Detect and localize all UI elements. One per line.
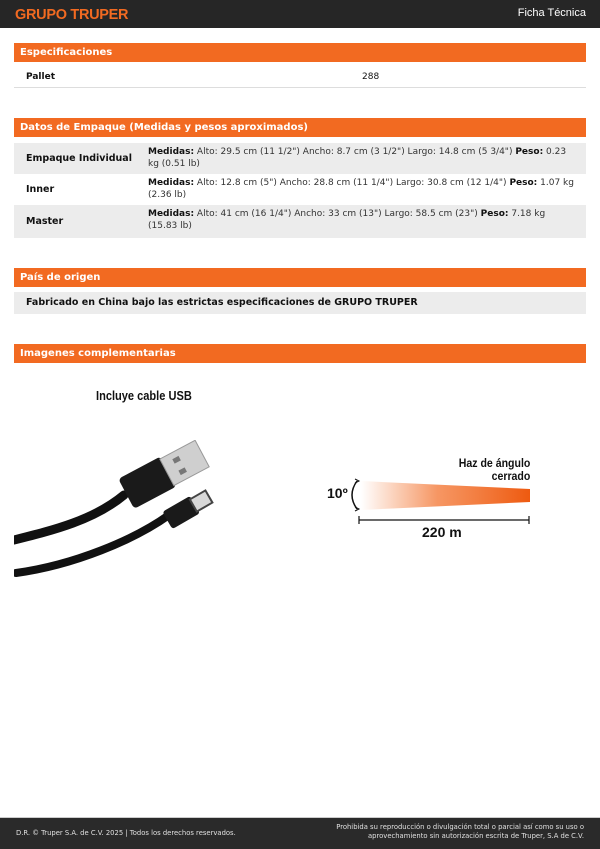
peso-label: Peso: bbox=[480, 209, 509, 219]
spec-value: 288 bbox=[362, 72, 380, 82]
document-title: Ficha Técnica bbox=[517, 7, 586, 19]
medidas-label: Medidas: bbox=[148, 178, 195, 188]
peso-label: Peso: bbox=[515, 147, 544, 157]
usb-caption: Incluye cable USB bbox=[96, 388, 192, 403]
medidas-label: Medidas: bbox=[148, 147, 195, 157]
packaging-label: Master bbox=[26, 216, 64, 227]
packaging-label: Inner bbox=[26, 184, 55, 195]
spec-row-pallet bbox=[14, 66, 586, 88]
packaging-row-inner bbox=[14, 174, 586, 205]
beam-label-line2: cerrado bbox=[491, 469, 530, 483]
medidas-value: Alto: 29.5 cm (11 1/2") Ancho: 8.7 cm (3 1/2") Largo: 14.8 cm (5 3/4") bbox=[194, 147, 516, 157]
peso-value: 0.23 kg (0.51 lb) bbox=[148, 147, 567, 169]
peso-value: 7.18 kg (15.83 lb) bbox=[148, 209, 546, 231]
top-header-bar bbox=[0, 0, 600, 28]
section-header-origen: País de origen bbox=[14, 268, 586, 287]
medidas-value: Alto: 41 cm (16 1/4") Ancho: 33 cm (13") Largo: 58.5 cm (23") bbox=[194, 209, 481, 219]
medidas-value: Alto: 12.8 cm (5") Ancho: 28.8 cm (11 1/4") Largo: 30.8 cm (12 1/4") bbox=[194, 178, 510, 188]
distance-label: 220 m bbox=[422, 524, 462, 540]
copyright-text: D.R. © Truper S.A. de C.V. 2025 | Todos los derechos reservados. bbox=[16, 829, 236, 837]
packaging-row-individual bbox=[14, 143, 586, 174]
section-header-imagenes: Imagenes complementarias bbox=[14, 344, 586, 363]
brand-logo: GRUPO TRUPER bbox=[15, 7, 129, 23]
packaging-value bbox=[148, 147, 576, 170]
packaging-value bbox=[148, 178, 576, 201]
beam-label-line1: Haz de ángulo bbox=[458, 456, 530, 470]
legal-line2: aprovechamiento sin autorización escrita de Truper, S.A de C.V. bbox=[368, 832, 584, 840]
legal-notice bbox=[336, 823, 584, 841]
footer bbox=[0, 817, 600, 849]
packaging-value bbox=[148, 209, 576, 232]
angle-label: 10º bbox=[327, 485, 348, 501]
packaging-row-master bbox=[14, 205, 586, 238]
peso-value: 1.07 kg (2.36 lb) bbox=[148, 178, 574, 200]
legal-line1: Prohibida su reproducción o divulgación total o parcial así como su uso o bbox=[336, 823, 584, 831]
origin-text: Fabricado en China bajo las estrictas especificaciones de GRUPO TRUPER bbox=[14, 292, 586, 314]
packaging-label: Empaque Individual bbox=[26, 153, 132, 164]
beam-diagram bbox=[345, 475, 535, 530]
peso-label: Peso: bbox=[509, 178, 538, 188]
usb-cable-image bbox=[14, 440, 234, 585]
section-header-empaque: Datos de Empaque (Medidas y pesos aproximados) bbox=[14, 118, 586, 137]
section-header-especificaciones: Especificaciones bbox=[14, 43, 586, 62]
medidas-label: Medidas: bbox=[148, 209, 195, 219]
spec-label: Pallet bbox=[26, 72, 56, 82]
